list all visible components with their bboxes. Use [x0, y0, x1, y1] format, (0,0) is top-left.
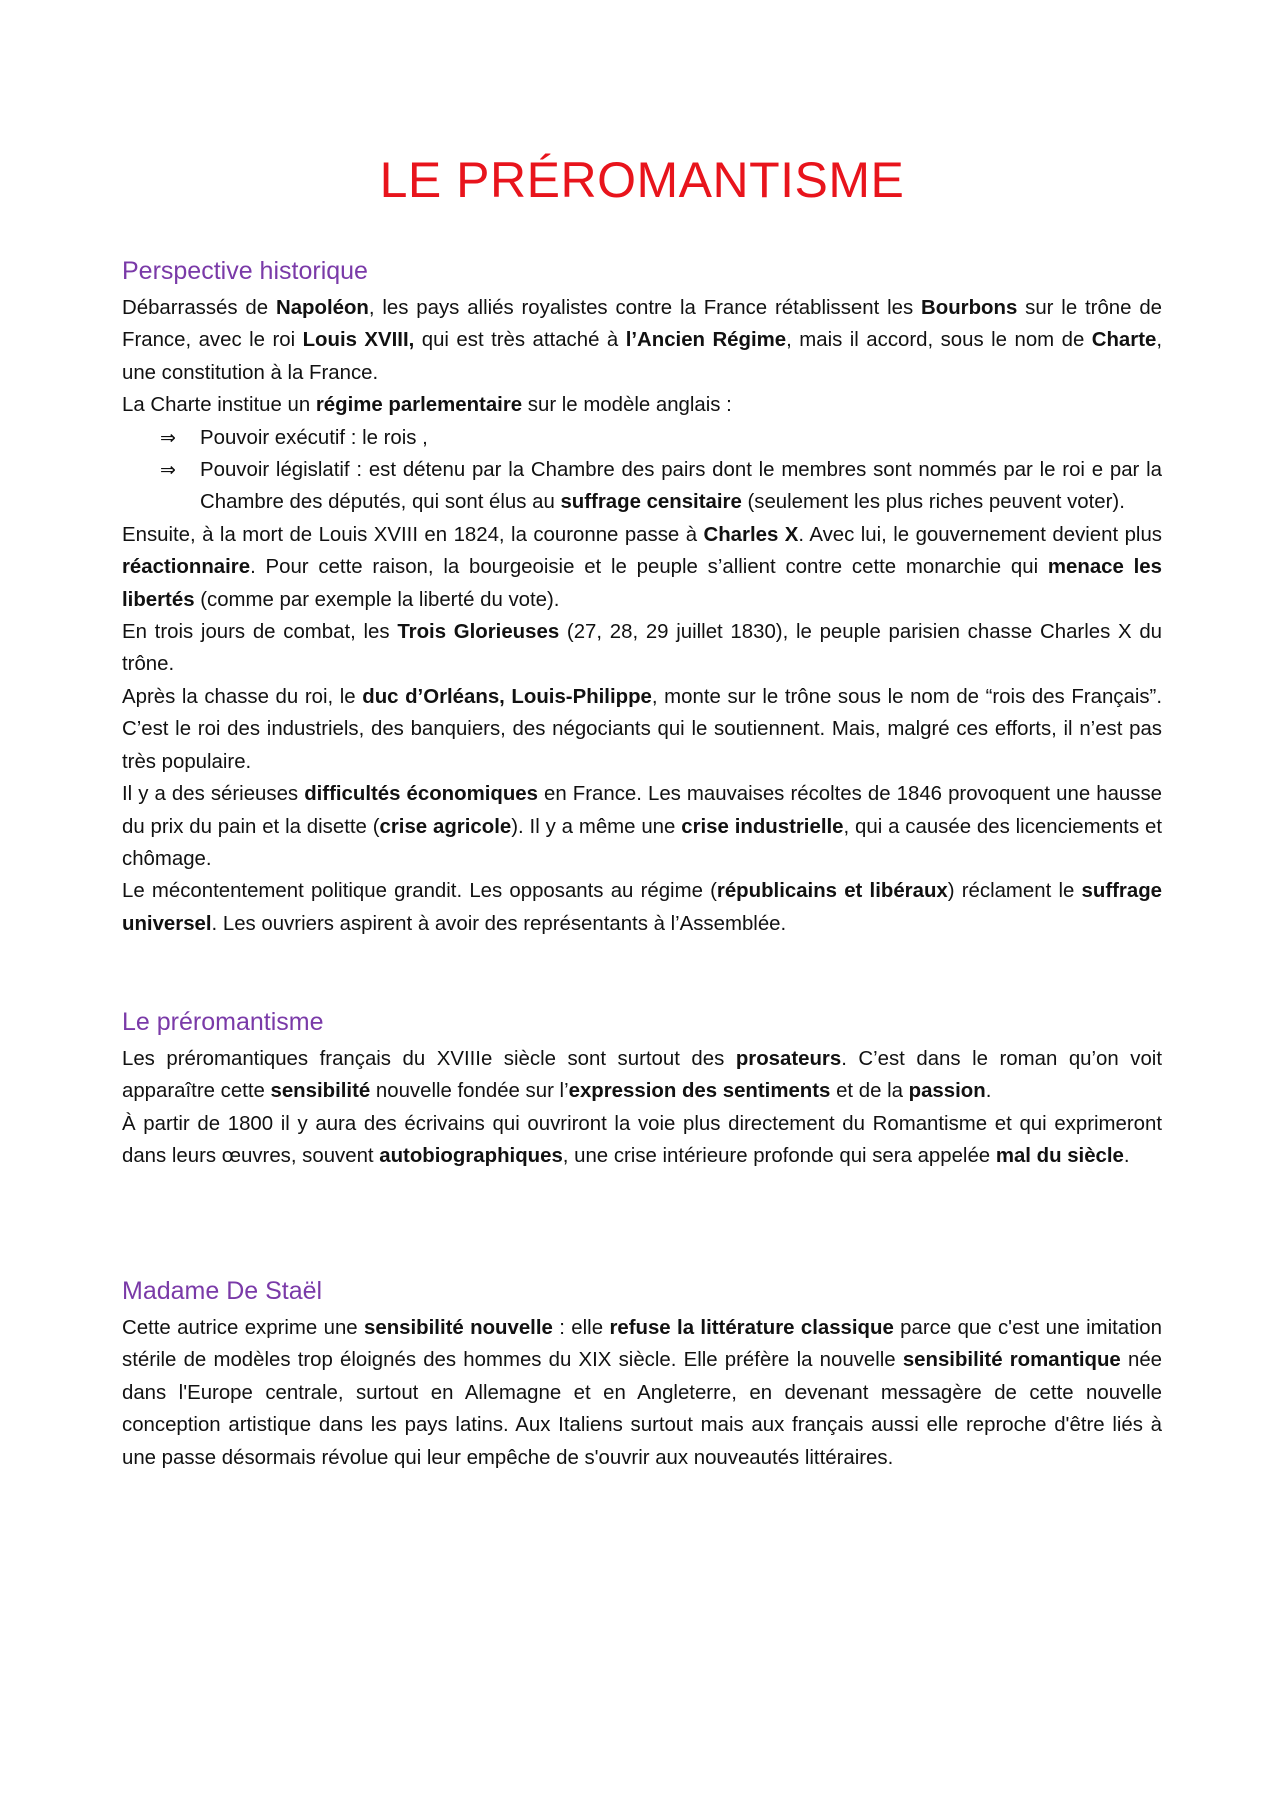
section-heading-madame-de-stael: Madame De Staël [122, 1277, 323, 1305]
text-run: sur le modèle anglais : [522, 394, 732, 417]
paragraph [122, 1312, 1162, 1474]
text-run: nouvelle fondée sur l’ [370, 1080, 569, 1103]
text-run: Les préromantiques français du XVIIIe siècle sont surtout des [122, 1048, 736, 1070]
bold-text: difficultés économiques [304, 783, 538, 806]
text-run: Il y a des sérieuses [122, 783, 305, 806]
section-heading-le-preromantisme: Le préromantisme [122, 1008, 324, 1036]
bold-text: sensibilité nouvelle [364, 1317, 553, 1339]
text-run: sur le trône de France, avec le roi [122, 297, 1163, 352]
page-title: LE PRÉROMANTISME [379, 152, 905, 208]
bold-text: l’Ancien Régime [625, 329, 787, 352]
text-run: (seulement les plus riches peuvent voter). [741, 491, 1125, 514]
text-run: . Les ouvriers aspirent à avoir des représentants à l’Assemblée. [211, 912, 787, 935]
bold-text: expression des sentiments [568, 1080, 831, 1103]
text-run: Débarrassés de [122, 297, 276, 319]
section-body-madame-de-stael [122, 1312, 1162, 1474]
text-run: née dans l'Europe centrale, surtout en Allemagne et en Angleterre, en devenant messagère de cette nouvelle conception artistique dans les pays latins. Aux Italiens surtout mais aux français aussi elle reproche d'être liés à une passe désormais révolue qui leur empêche de s'ouvrir aux nouveautés littéraires. [122, 1349, 1162, 1469]
text-run: La Charte institue un [122, 394, 316, 417]
bold-text: Charles X [703, 523, 799, 546]
bold-text: sensibilité [270, 1080, 371, 1103]
paragraph [122, 616, 1162, 681]
bold-text: duc d’Orléans, Louis-Philippe [362, 685, 652, 708]
text-run: parce que c'est une imitation stérile de modèles trop éloignés des hommes du XIX siècle. Elle préfère la nouvelle [122, 1317, 1162, 1372]
paragraph [122, 1108, 1162, 1173]
text-run: Pouvoir législatif : est détenu par la Chambre des pairs dont le membres sont nommés par le roi e par la Chambre des députés, qui sont élus au [200, 459, 1162, 514]
list-item [122, 454, 1162, 519]
bold-text: républicains et libéraux [716, 880, 948, 903]
paragraph [122, 681, 1162, 778]
paragraph [122, 389, 1162, 421]
text-run: (comme par exemple la liberté du vote). [194, 588, 560, 611]
text-run: En trois jours de combat, les [122, 621, 398, 644]
text-run: , une crise intérieure profonde qui sera appelée [562, 1145, 996, 1168]
text-run: , qui a causée des licenciements et chômage. [122, 815, 1163, 870]
bold-text: menace les libertés [122, 556, 1162, 611]
text-run: ). Il y a même une [511, 815, 682, 838]
text-run: Ensuite, à la mort de Louis XVIII en 1824, la couronne passe à [122, 523, 704, 546]
section-body-perspective-historique [122, 292, 1162, 940]
text-run: Cette autrice exprime une [122, 1317, 365, 1339]
text-run: . Pour cette raison, la bourgeoisie et le peuple s’allient contre cette monarchie qui [250, 556, 1048, 579]
bold-text: réactionnaire [122, 556, 251, 579]
bold-text: crise agricole [379, 815, 512, 838]
text-run: Pouvoir exécutif : le rois , [200, 426, 428, 449]
text-run: . Avec lui, le gouvernement devient plus [798, 523, 1162, 546]
bold-text: Trois Glorieuses [397, 621, 560, 644]
section-body-le-preromantisme [122, 1043, 1162, 1173]
bold-text: Bourbons [921, 297, 1018, 319]
bullet-list [122, 422, 1162, 519]
bold-text: refuse la littérature classique [609, 1317, 894, 1339]
text-run: Le mécontentement politique grandit. Les opposants au régime ( [122, 880, 717, 903]
text-run: , mais il accord, sous le nom de [786, 329, 1092, 352]
bold-text: Charte [1091, 329, 1157, 352]
paragraph [122, 1043, 1162, 1108]
text-run: . [985, 1080, 992, 1103]
bold-text: autobiographiques [379, 1145, 563, 1168]
bold-text: prosateurs [735, 1048, 842, 1070]
text-run: qui est très attaché à [414, 329, 626, 352]
text-run: À partir de 1800 il y aura des écrivains qui ouvriront la voie plus directement du Romantisme et qui exprimeront dans leurs œuvres, souvent [122, 1112, 1162, 1168]
text-run: . [1123, 1145, 1130, 1168]
text-run: , une constitution à la France. [122, 329, 1163, 384]
paragraph [122, 519, 1162, 616]
bold-text: sensibilité romantique [902, 1349, 1121, 1372]
text-run: : elle [552, 1317, 610, 1339]
arrow-right-icon: ⇒ [160, 459, 176, 482]
paragraph [122, 292, 1162, 389]
bold-text: Louis XVIII, [302, 329, 415, 352]
section-heading-perspective-historique: Perspective historique [122, 257, 368, 285]
bold-text: mal du siècle [995, 1145, 1124, 1168]
text-run: , monte sur le trône sous le nom de “rois des Français”. C’est le roi des industriels, des banquiers, des négociants qui le soutiennent. Mais, malgré ces efforts, il n’est pas très populaire. [122, 685, 1162, 773]
bold-text: Napoléon [275, 297, 369, 319]
text-run: . C’est dans le roman qu’on voit apparaître cette [122, 1048, 1162, 1103]
arrow-right-icon: ⇒ [160, 426, 176, 449]
text-run: (27, 28, 29 juillet 1830), le peuple parisien chasse Charles X du trône. [122, 621, 1162, 676]
text-run: , les pays alliés royalistes contre la France rétablissent les [368, 297, 922, 319]
text-run: en France. Les mauvaises récoltes de 1846 provoquent une hausse du prix du pain et la disette ( [122, 783, 1162, 838]
paragraph [122, 778, 1162, 875]
bold-text: crise industrielle [681, 815, 844, 838]
bold-text: suffrage censitaire [560, 491, 742, 514]
paragraph [122, 875, 1162, 940]
text-run: et de la [830, 1080, 909, 1103]
bold-text: régime parlementaire [315, 394, 523, 417]
text-run: Après la chasse du roi, le [122, 685, 363, 708]
bold-text: passion [908, 1080, 986, 1103]
bold-text: suffrage universel [122, 880, 1162, 935]
text-run: ) réclament le [947, 880, 1082, 903]
list-item [122, 422, 1162, 454]
